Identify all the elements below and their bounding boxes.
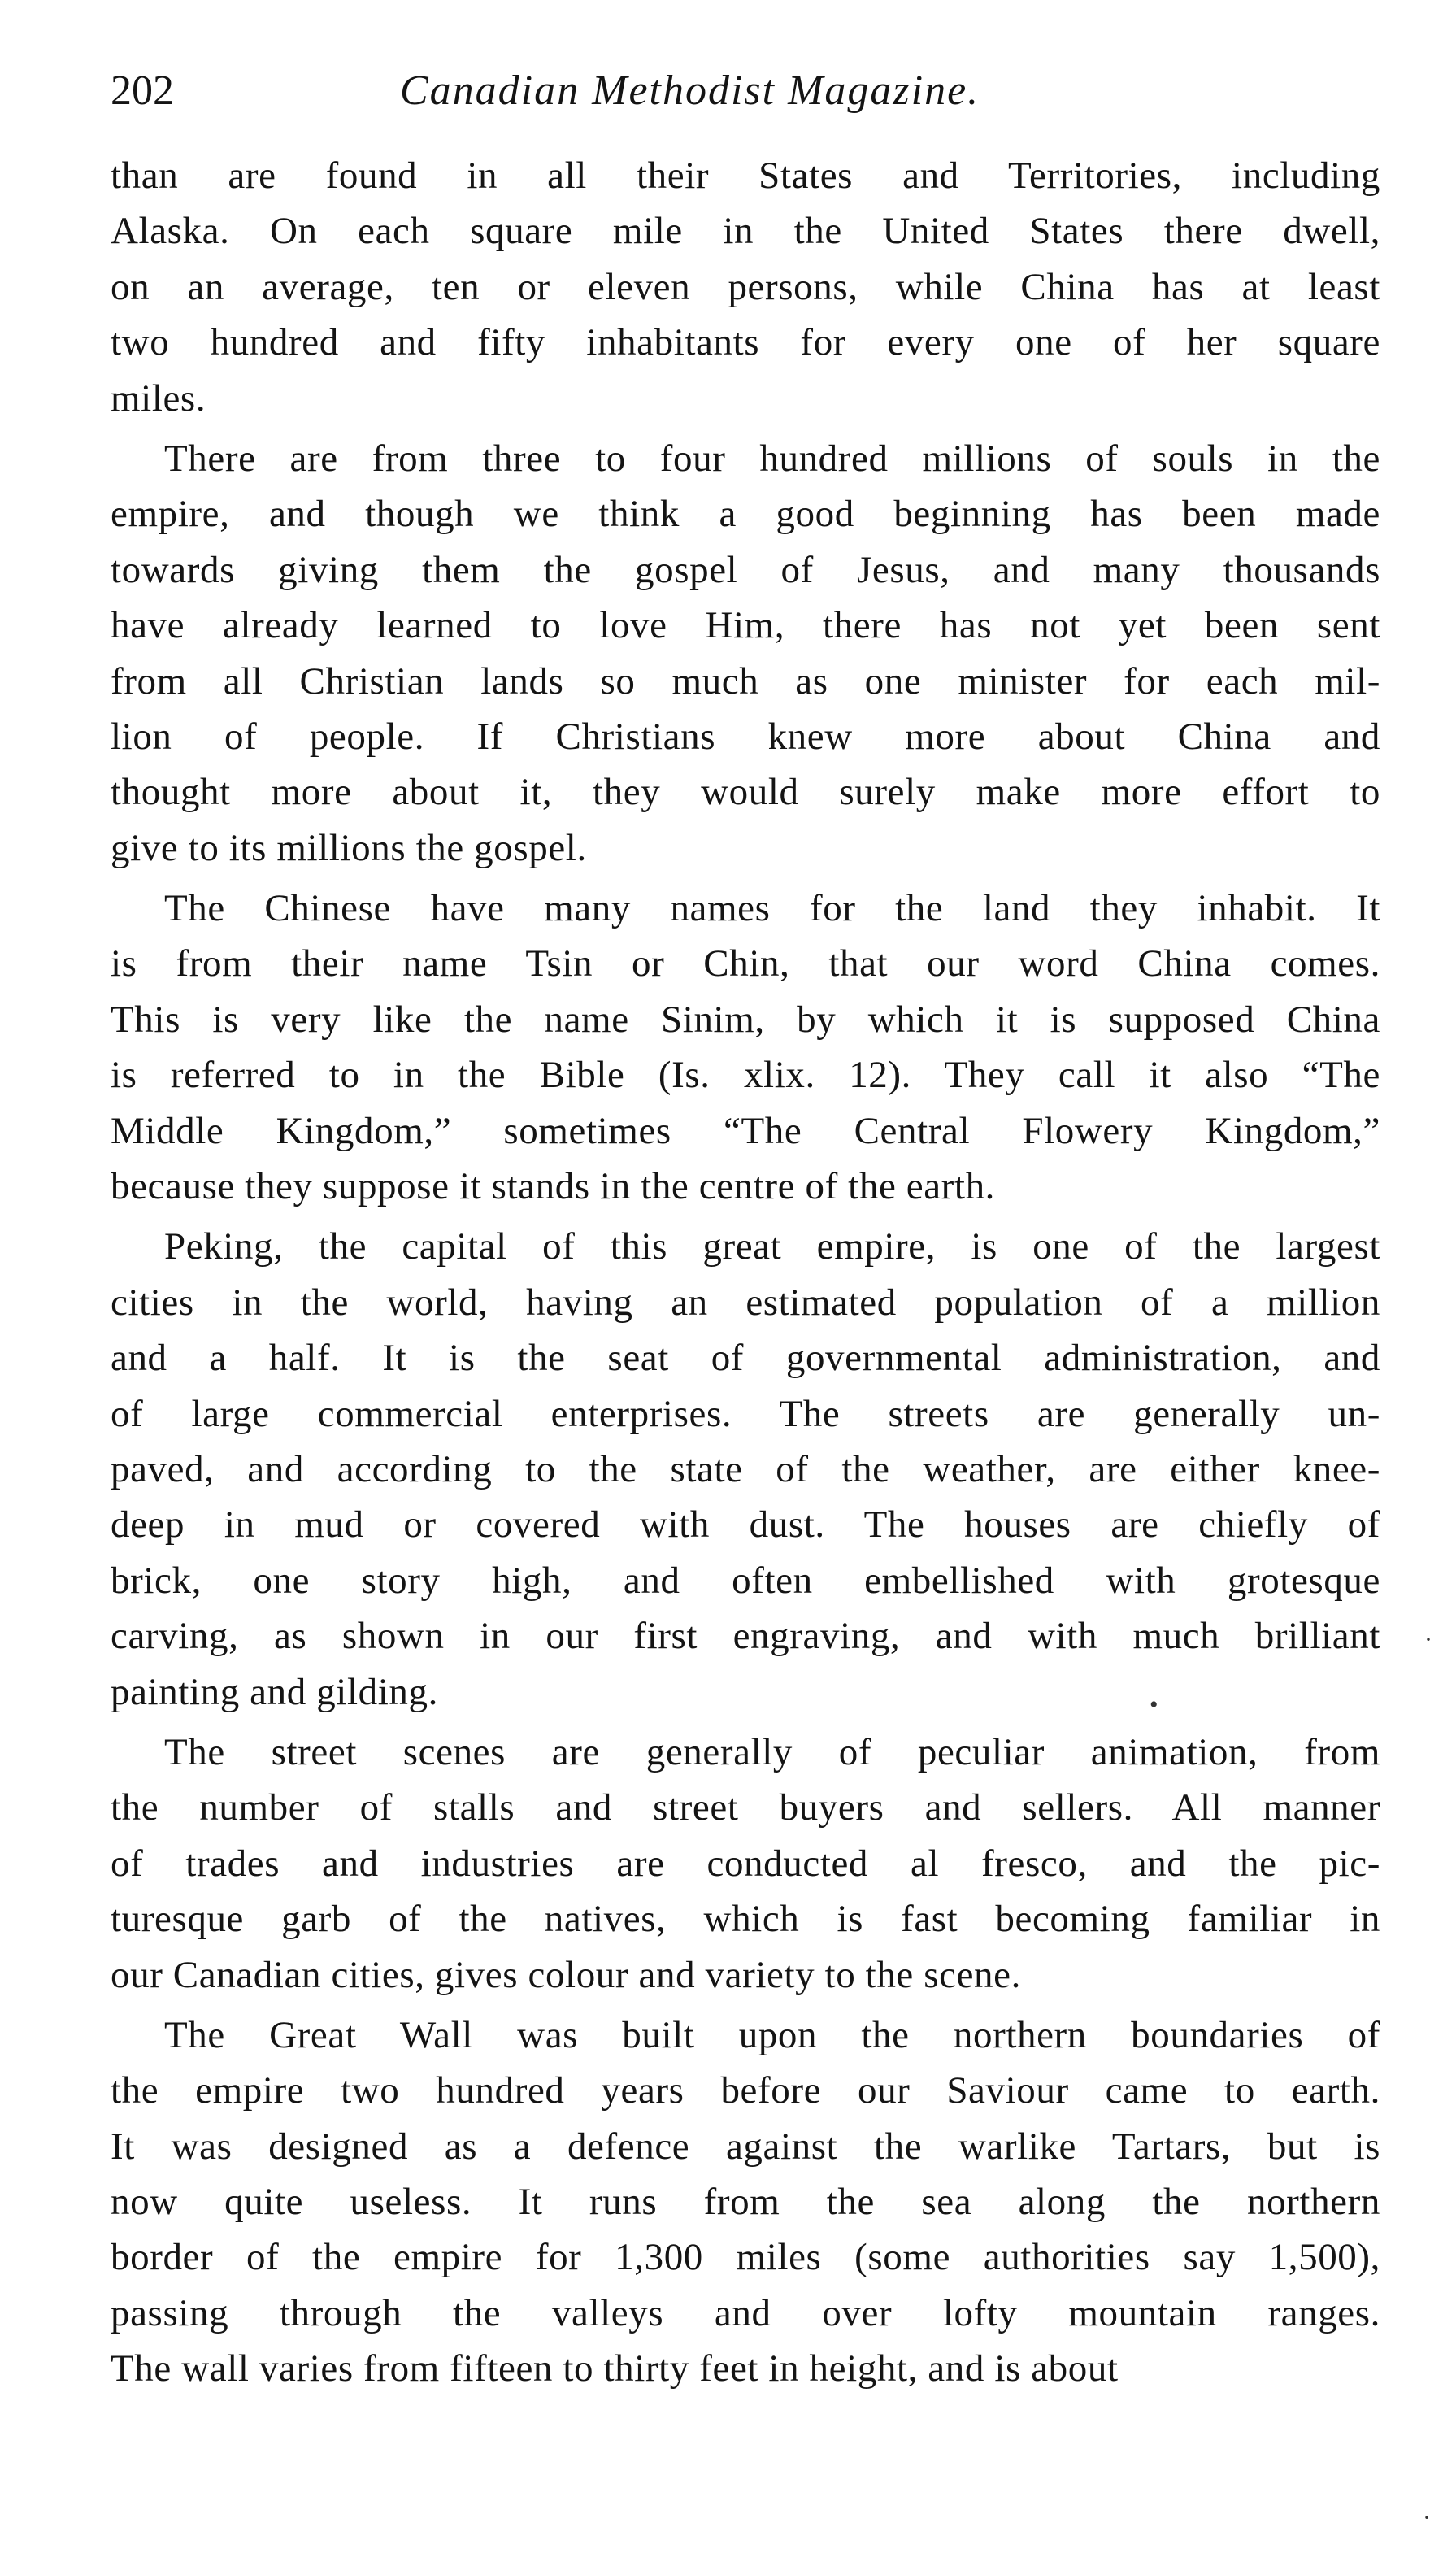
paragraph xyxy=(111,1219,1380,1720)
text-line: empire, and though we think a good beginning has been made xyxy=(111,493,1380,536)
text-line: than are found in all their States and Territories, including xyxy=(111,154,1380,197)
text-line: paved, and according to the state of the weather, are either knee- xyxy=(111,1447,1380,1490)
text-line: This is very like the name Sinim, by which it is supposed China xyxy=(111,998,1380,1041)
margin-mark: · xyxy=(1424,1626,1432,1653)
text-line: the number of stalls and street buyers and sellers. All manner xyxy=(111,1786,1380,1829)
text-line: towards giving them the gospel of Jesus, and many thousands xyxy=(111,548,1380,591)
paragraph xyxy=(111,431,1380,876)
paragraph xyxy=(111,148,1380,426)
text-line: Middle Kingdom,” sometimes “The Central Flowery Kingdom,” xyxy=(111,1109,1380,1152)
text-line: of large commercial enterprises. The streets are generally un- xyxy=(111,1392,1380,1435)
text-line: The Chinese have many names for the land they inhabit. It xyxy=(164,887,1380,930)
text-line: Alaska. On each square mile in the United States there dwell, xyxy=(111,210,1380,253)
text-line: is referred to in the Bible (Is. xlix. 12). They call it also “The xyxy=(111,1054,1380,1097)
text-line: now quite useless. It runs from the sea along the northern xyxy=(111,2181,1380,2224)
text-line: two hundred and fifty inhabitants for every one of her square xyxy=(111,321,1380,364)
text-line: and a half. It is the seat of governmental administration, and xyxy=(111,1337,1380,1380)
text-line: There are from three to four hundred millions of souls in the xyxy=(164,437,1380,480)
text-line: lion of people. If Christians knew more about China and xyxy=(111,715,1380,758)
paragraph xyxy=(111,1725,1380,2003)
text-line: turesque garb of the natives, which is fast becoming familiar in xyxy=(111,1898,1380,1941)
text-line: cities in the world, having an estimated population of a million xyxy=(111,1281,1380,1324)
text-line: border of the empire for 1,300 miles (some authorities say 1,500), xyxy=(111,2236,1380,2279)
page-number: 202 xyxy=(111,67,174,114)
text-line: our Canadian cities, gives colour and variety to the scene. xyxy=(111,1953,1021,1996)
text-line: deep in mud or covered with dust. The houses are chiefly of xyxy=(111,1503,1380,1546)
text-line: miles. xyxy=(111,376,206,420)
stray-ink-dot: • xyxy=(1150,1691,1158,1718)
text-line: from all Christian lands so much as one minister for each mil- xyxy=(111,659,1380,702)
paragraph xyxy=(111,881,1380,1214)
text-line: carving, as shown in our first engraving, and with much brilliant xyxy=(111,1615,1380,1658)
text-line: painting and gilding. xyxy=(111,1670,438,1713)
text-line: because they suppose it stands in the centre of the earth. xyxy=(111,1165,996,1208)
text-line: brick, one story high, and often embellished with grotesque xyxy=(111,1559,1380,1602)
text-line: passing through the valleys and over lofty mountain ranges. xyxy=(111,2291,1380,2334)
text-line: have already learned to love Him, there has not yet been sent xyxy=(111,604,1380,647)
running-header xyxy=(111,59,1395,124)
text-line: the empire two hundred years before our Saviour came to earth. xyxy=(111,2069,1380,2112)
text-line: on an average, ten or eleven persons, while China has at least xyxy=(111,265,1380,308)
text-line: The wall varies from fifteen to thirty feet in height, and is about xyxy=(111,2347,1119,2390)
text-line: Peking, the capital of this great empire, is one of the largest xyxy=(164,1225,1380,1268)
text-line: The street scenes are generally of peculiar animation, from xyxy=(164,1730,1380,1773)
paragraph xyxy=(111,2007,1380,2397)
text-line: The Great Wall was built upon the northern boundaries of xyxy=(164,2013,1380,2056)
running-title: Canadian Methodist Magazine. xyxy=(400,67,980,114)
article-body xyxy=(111,148,1380,2402)
text-line: of trades and industries are conducted al fresco, and the pic- xyxy=(111,1842,1380,1885)
corner-mark: · xyxy=(1423,2504,1431,2531)
text-line: It was designed as a defence against the warlike Tartars, but is xyxy=(111,2125,1380,2168)
text-line: give to its millions the gospel. xyxy=(111,826,587,869)
text-line: thought more about it, they would surely make more effort to xyxy=(111,771,1380,814)
text-line: is from their name Tsin or Chin, that our word China comes. xyxy=(111,942,1380,985)
